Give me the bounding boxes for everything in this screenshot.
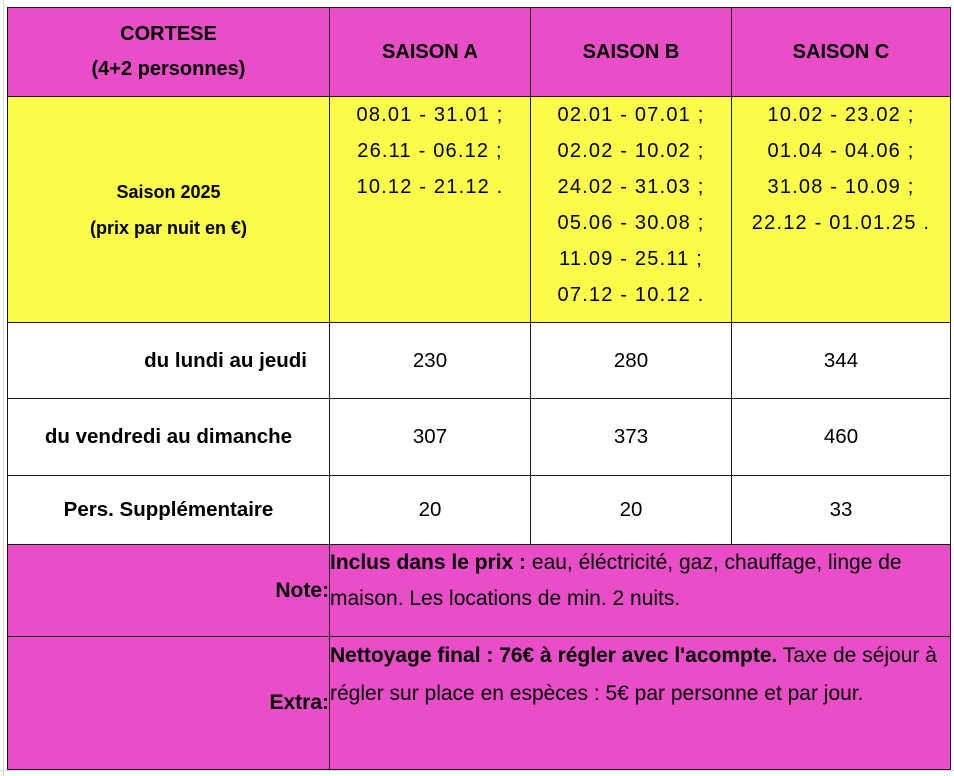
price-cell[interactable]: 20: [330, 476, 531, 545]
price-cell[interactable]: 280: [531, 323, 732, 399]
table-subtitle: (4+2 personnes): [91, 58, 246, 80]
header-row: [8, 8, 951, 97]
gridline: [0, 770, 954, 771]
extra-row: [8, 637, 951, 770]
note-text-cell[interactable]: [330, 545, 951, 637]
extra-text-cell[interactable]: [330, 637, 951, 770]
date-range: 07.12 - 10.12 .: [557, 284, 705, 306]
date-range: 24.02 - 31.03 ;: [557, 176, 705, 198]
season-b-header[interactable]: SAISON B: [531, 8, 732, 97]
season-c-header[interactable]: SAISON C: [732, 8, 951, 97]
extra-text: Taxe de séjour à régler sur place en espèces : 5€ par personne et par jour.: [330, 644, 937, 705]
gridline: [3, 0, 4, 776]
note-row: [8, 545, 951, 637]
season-a-dates[interactable]: [330, 97, 531, 323]
table-row: [8, 399, 951, 476]
table-title: CORTESE: [120, 23, 217, 45]
extra-bold-text: Nettoyage final : 76€ à régler avec l'acompte.: [330, 644, 778, 667]
season-b-dates[interactable]: [531, 97, 732, 323]
note-label[interactable]: Note:: [8, 545, 330, 637]
price-cell[interactable]: 373: [531, 399, 732, 476]
date-range: 02.01 - 07.01 ;: [557, 104, 705, 126]
date-range: 10.02 - 23.02 ;: [767, 104, 915, 126]
date-range: 01.04 - 04.06 ;: [767, 140, 915, 162]
price-cell[interactable]: 230: [330, 323, 531, 399]
price-table: [7, 7, 951, 770]
season-a-header[interactable]: SAISON A: [330, 8, 531, 97]
extra-label[interactable]: Extra:: [8, 637, 330, 770]
note-text: eau, éléctricité, gaz, chauffage, linge de maison. Les locations de min. 2 nuits.: [330, 551, 902, 610]
date-range: 05.06 - 30.08 ;: [557, 212, 705, 234]
row-label-extra-person[interactable]: Pers. Supplémentaire: [8, 476, 330, 545]
season-label-cell[interactable]: [8, 97, 330, 323]
price-cell[interactable]: 33: [732, 476, 951, 545]
price-cell[interactable]: 20: [531, 476, 732, 545]
table-row: [8, 476, 951, 545]
date-range: 11.09 - 25.11 ;: [558, 248, 703, 270]
date-range: 10.12 - 21.12 .: [356, 176, 504, 198]
table-row: [8, 323, 951, 399]
table-title-cell[interactable]: [8, 8, 330, 97]
date-range: 22.12 - 01.01.25 .: [751, 212, 931, 234]
date-range: 08.01 - 31.01 ;: [356, 104, 504, 126]
season-c-dates[interactable]: [732, 97, 951, 323]
date-range: 26.11 - 06.12 ;: [357, 140, 503, 162]
price-unit-label: (prix par nuit en €): [89, 217, 248, 238]
date-range: 02.02 - 10.02 ;: [557, 140, 705, 162]
price-cell[interactable]: 460: [732, 399, 951, 476]
note-bold-text: Inclus dans le prix :: [330, 551, 527, 574]
season-year-label: Saison 2025: [116, 181, 221, 202]
row-label-weekday[interactable]: du lundi au jeudi: [8, 323, 330, 399]
season-dates-row: [8, 97, 951, 323]
date-range: 31.08 - 10.09 ;: [767, 176, 915, 198]
row-label-weekend[interactable]: du vendredi au dimanche: [8, 399, 330, 476]
price-cell[interactable]: 344: [732, 323, 951, 399]
price-cell[interactable]: 307: [330, 399, 531, 476]
